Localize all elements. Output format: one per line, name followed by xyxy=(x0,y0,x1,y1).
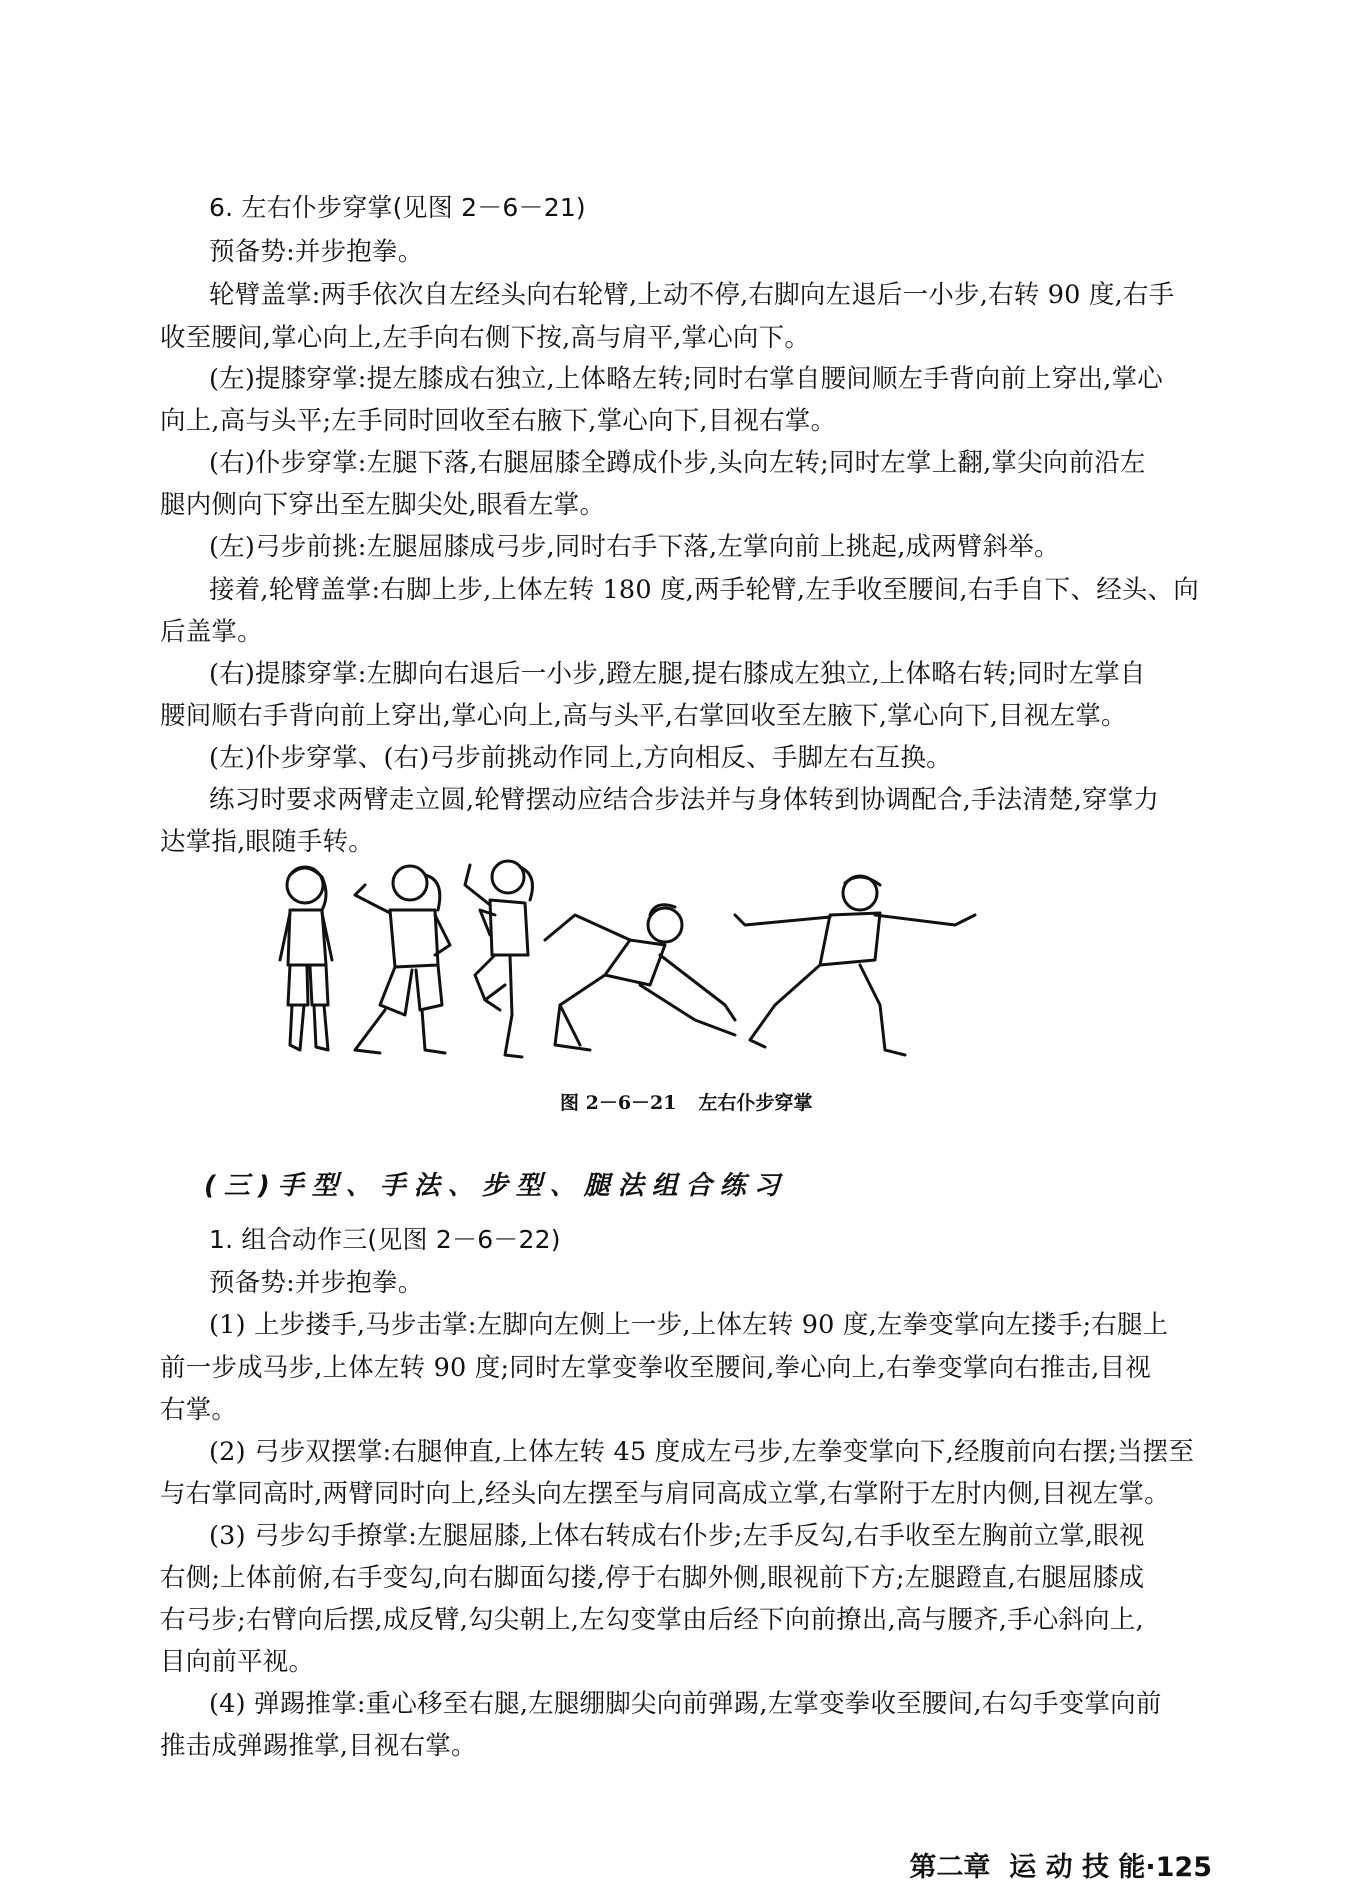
page-number: ·125 xyxy=(1145,1852,1212,1883)
figure-crouch-stance xyxy=(545,905,735,1050)
figure-title: 左右仆步穿掌 xyxy=(698,1092,813,1114)
paragraph-line: 推击成弹踢推掌,目视右掌。 xyxy=(160,1731,477,1761)
paragraph-line: 腰间顺右手背向前上穿出,掌心向上,高与头平,右掌回收至左腋下,掌心向下,目视左掌。 xyxy=(160,701,1127,731)
section-heading: 6. 左右仆步穿掌(见图 2－6－21) xyxy=(209,193,586,222)
paragraph-line: 接着,轮臂盖掌:右脚上步,上体左转 180 度,两手轮臂,左手收至腰间,右手自下、经头、向 xyxy=(209,575,1200,605)
paragraph-line: (左)仆步穿掌、(右)弓步前挑动作同上,方向相反、手脚左右互换。 xyxy=(209,743,952,773)
paragraph-line: 达掌指,眼随手转。 xyxy=(160,827,374,857)
paragraph-line: 腿内侧向下穿出至左脚尖处,眼看左掌。 xyxy=(160,490,606,520)
paragraph-line: (3) 弓步勾手撩掌:左腿屈膝,上体右转成右仆步;左手反勾,右手收至左胸前立掌,眼视 xyxy=(209,1521,1145,1551)
paragraph-line: (右)提膝穿掌:左脚向右退后一小步,蹬左腿,提右膝成左独立,上体略右转;同时左掌自 xyxy=(209,659,1146,689)
paragraph-line: (1) 上步搂手,马步击掌:左脚向左侧上一步,上体左转 90 度,左拳变掌向左搂手;右腿上 xyxy=(209,1310,1169,1340)
chapter-title: 运 动 技 能 xyxy=(1009,1852,1146,1883)
martial-arts-figure-illustration xyxy=(260,855,1110,1070)
section-heading-three: (三)手型、手法、步型、腿法组合练习 xyxy=(204,1171,788,1201)
paragraph-line: 预备势:并步抱拳。 xyxy=(209,1268,424,1298)
paragraph-line: 前一步成马步,上体左转 90 度;同时左掌变拳收至腰间,拳心向上,右拳变掌向右推击,目视 xyxy=(160,1353,1151,1383)
paragraph-line: 右掌。 xyxy=(160,1395,238,1425)
paragraph-line: 目向前平视。 xyxy=(160,1647,315,1677)
paragraph-line: 轮臂盖掌:两手依次自左经头向右轮臂,上动不停,右脚向左退后一小步,右转 90 度,右手 xyxy=(209,280,1175,310)
figure-turn-back xyxy=(355,866,450,1053)
paragraph-line: (右)仆步穿掌:左腿下落,右腿屈膝全蹲成仆步,头向左转;同时左掌上翻,掌尖向前沿左 xyxy=(209,448,1146,478)
paragraph-line: (2) 弓步双摆掌:右腿伸直,上体左转 45 度成左弓步,左拳变掌向下,经腹前向右摆;当摆至 xyxy=(209,1437,1195,1467)
paragraph-line: 收至腰间,掌心向上,左手向右侧下按,高与肩平,掌心向下。 xyxy=(160,323,811,353)
figure-caption xyxy=(560,1088,835,1115)
paragraph-line: (左)弓步前挑:左腿屈膝成弓步,同时右手下落,左掌向前上挑起,成两臂斜举。 xyxy=(209,532,1060,562)
figure-knee-raise xyxy=(465,861,532,1057)
paragraph-line: 预备势:并步抱拳。 xyxy=(209,237,424,267)
page-footer xyxy=(909,1845,1212,1884)
paragraph-line: 向上,高与头平;左手同时回收至右腋下,掌心向下,目视右掌。 xyxy=(160,406,837,436)
paragraph-line: (4) 弹踢推掌:重心移至右腿,左腿绷脚尖向前弹踢,左掌变拳收至腰间,右勾手变掌向前 xyxy=(209,1689,1162,1719)
paragraph-line: 右侧;上体前俯,右手变勾,向右脚面勾搂,停于右脚外侧,眼视前下方;左腿蹬直,右腿屈膝成 xyxy=(160,1563,1145,1593)
paragraph-line: 练习时要求两臂走立圆,轮臂摆动应结合步法并与身体转到协调配合,手法清楚,穿掌力 xyxy=(209,785,1160,815)
paragraph-line: 右弓步;右臂向后摆,成反臂,勾尖朝上,左勾变掌由后经下向前撩出,高与腰齐,手心斜向上, xyxy=(160,1605,1144,1635)
paragraph-line: (左)提膝穿掌:提左膝成右独立,上体略左转;同时右掌自腰间顺左手背向前上穿出,掌心 xyxy=(209,364,1163,394)
paragraph-line: 后盖掌。 xyxy=(160,617,263,647)
figure-standing xyxy=(280,867,332,1050)
chapter-label: 第二章 xyxy=(909,1852,991,1883)
figure-bow-stance xyxy=(735,876,975,1055)
subsection-heading: 1. 组合动作三(见图 2－6－22) xyxy=(209,1225,561,1254)
figure-number: 图 2－6－21 xyxy=(560,1092,677,1114)
paragraph-line: 与右掌同高时,两臂同时向上,经头向左摆至与肩同高成立掌,右掌附于左肘内侧,目视左掌。 xyxy=(160,1479,1170,1509)
